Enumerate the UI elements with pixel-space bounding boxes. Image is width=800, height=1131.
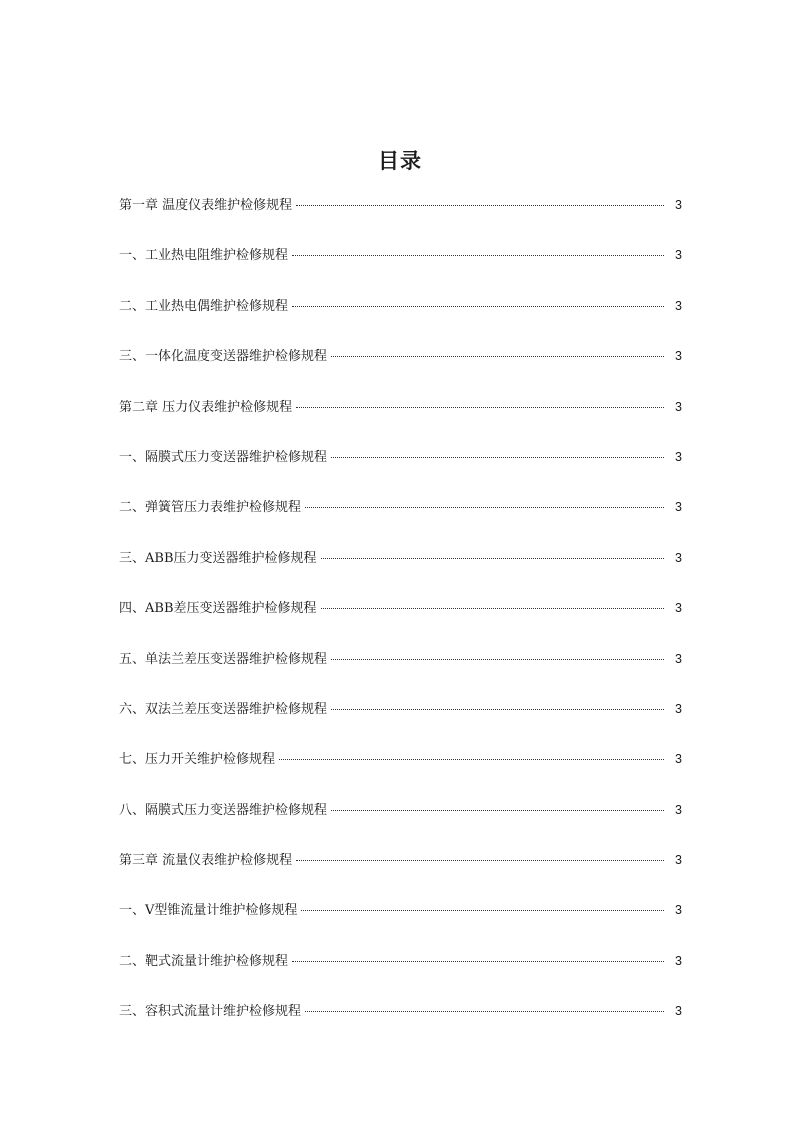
toc-entry[interactable] [119, 445, 682, 495]
toc-entry[interactable] [119, 747, 682, 797]
toc-entry[interactable] [119, 898, 682, 948]
toc-entry-text: 第一章 温度仪表维护检修规程 [119, 198, 293, 213]
toc-entry[interactable] [119, 949, 682, 999]
toc-entry[interactable] [119, 193, 682, 243]
toc-entry-text: 七、压力开关维护检修规程 [119, 752, 276, 768]
dot-leader [305, 1010, 664, 1012]
toc-page-number: 3 [675, 651, 682, 666]
toc-page-number: 3 [675, 449, 682, 464]
toc-page-number: 3 [675, 701, 682, 716]
toc-entry[interactable] [119, 596, 682, 646]
toc-entry[interactable] [119, 495, 682, 545]
toc-page-number: 3 [675, 1004, 682, 1019]
toc-entry-text: 三、ABB压力变送器维护检修规程 [119, 550, 317, 566]
toc-entry[interactable] [119, 647, 682, 697]
dot-leader [331, 809, 664, 811]
toc-entry-text: 一、工业热电阻维护检修规程 [119, 248, 289, 264]
toc-page-number: 3 [675, 802, 682, 817]
toc-page-number: 3 [675, 903, 682, 918]
toc-page-number: 3 [675, 953, 682, 968]
dot-leader [296, 859, 664, 861]
toc-entry-text: 八、隔膜式压力变送器维护检修规程 [119, 802, 328, 818]
toc-entry-text: 四、ABB差压变送器维护检修规程 [119, 601, 317, 617]
dot-leader [292, 960, 664, 962]
toc-page-number: 3 [675, 853, 682, 868]
toc-page-number: 3 [675, 500, 682, 515]
dot-leader [321, 607, 665, 609]
toc-page-number: 3 [675, 550, 682, 565]
toc-entry-text: 一、隔膜式压力变送器维护检修规程 [119, 449, 328, 465]
dot-leader [296, 406, 664, 408]
toc-entry[interactable] [119, 999, 682, 1049]
toc-entry[interactable] [119, 243, 682, 293]
toc-entry-text: 二、靶式流量计维护检修规程 [119, 953, 289, 969]
toc-entry-text: 三、一体化温度变送器维护检修规程 [119, 349, 328, 365]
toc-page-number: 3 [675, 349, 682, 364]
toc-entry-text: 第三章 流量仪表维护检修规程 [119, 853, 293, 869]
toc-page-number: 3 [675, 399, 682, 414]
toc-page-number: 3 [675, 248, 682, 263]
dot-leader [331, 456, 664, 458]
toc-entry-text: 第二章 压力仪表维护检修规程 [119, 399, 293, 415]
toc-entry-text: 二、弹簧管压力表维护检修规程 [119, 500, 302, 516]
toc-entry-text: 二、工业热电偶维护检修规程 [119, 298, 289, 314]
toc-entry[interactable] [119, 395, 682, 445]
toc-title: 目录 [378, 148, 422, 173]
dot-leader [292, 254, 664, 256]
toc-page-number: 3 [675, 752, 682, 767]
toc-list [119, 193, 682, 1050]
toc-page-number: 3 [675, 298, 682, 313]
dot-leader [331, 708, 664, 710]
dot-leader [292, 305, 664, 307]
toc-entry-text: 三、容积式流量计维护检修规程 [119, 1004, 302, 1020]
toc-entry[interactable] [119, 344, 682, 394]
dot-leader [301, 909, 664, 911]
toc-page-number: 3 [675, 601, 682, 616]
dot-leader [321, 557, 665, 559]
dot-leader [305, 506, 664, 508]
toc-page-number: 3 [675, 198, 682, 212]
dot-leader [279, 758, 664, 760]
toc-entry[interactable] [119, 294, 682, 344]
toc-entry[interactable] [119, 848, 682, 898]
toc-entry[interactable] [119, 697, 682, 747]
toc-entry-text: 五、单法兰差压变送器维护检修规程 [119, 651, 328, 667]
dot-leader [296, 204, 664, 206]
dot-leader [331, 355, 664, 357]
toc-entry[interactable] [119, 798, 682, 848]
dot-leader [331, 658, 664, 660]
toc-entry-text: 六、双法兰差压变送器维护检修规程 [119, 701, 328, 717]
toc-entry[interactable] [119, 546, 682, 596]
toc-entry-text: 一、V型锥流量计维护检修规程 [119, 903, 298, 919]
